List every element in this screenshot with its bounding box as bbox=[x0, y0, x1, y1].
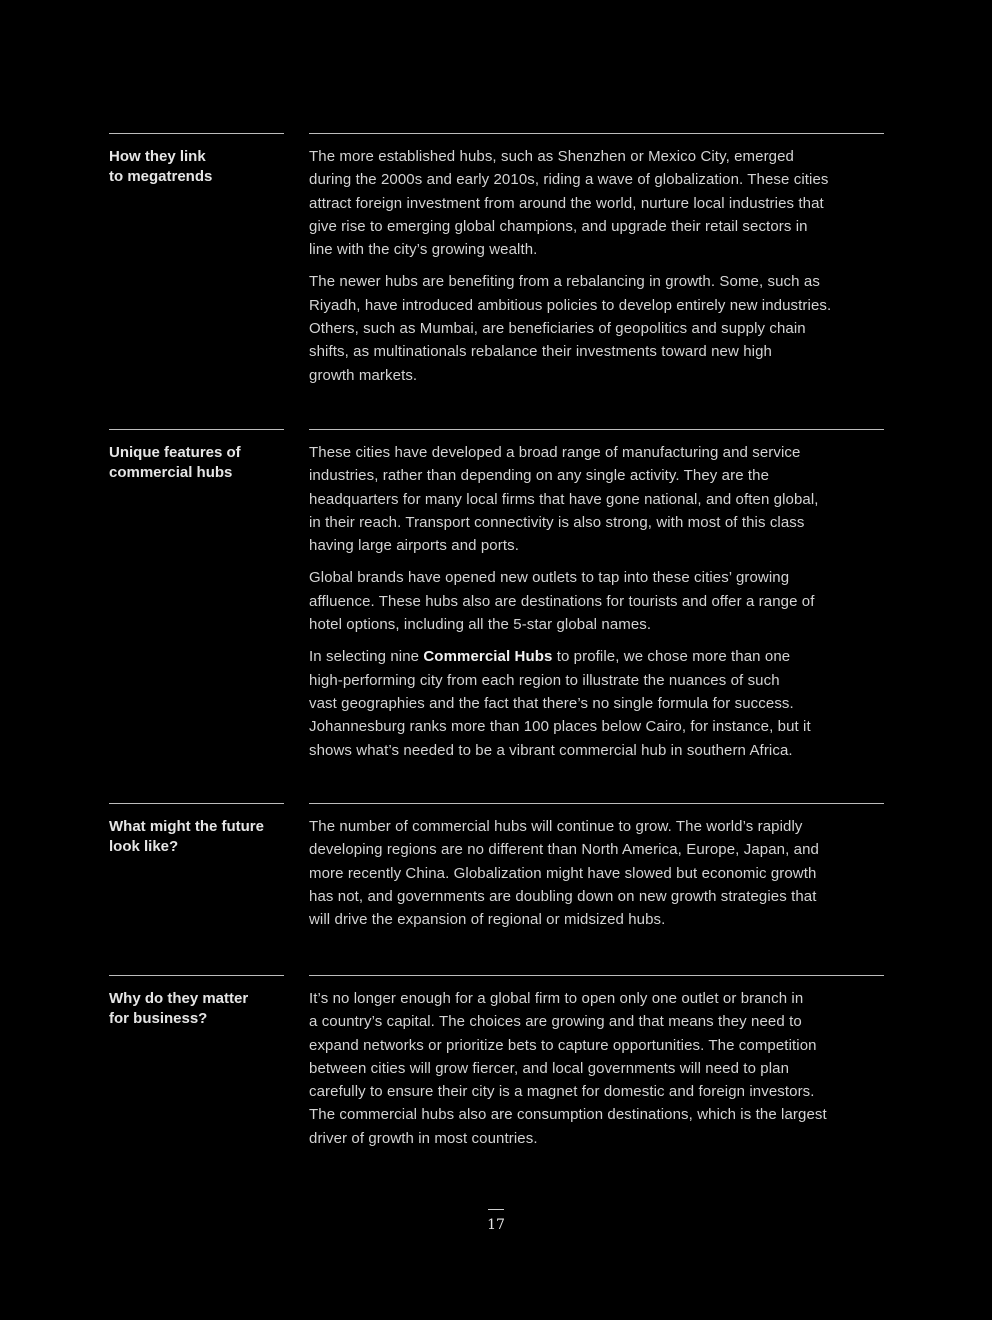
text-line: developing regions are no different than North America, Europe, Japan, and bbox=[309, 841, 819, 859]
text-line: more recently China. Globalization might have slowed but economic growth bbox=[309, 864, 817, 882]
section-body bbox=[309, 987, 887, 1159]
text-line: Johannesburg ranks more than 100 places below Cairo, for instance, but it bbox=[309, 718, 811, 736]
text-line: The number of commercial hubs will continue to grow. The world’s rapidly bbox=[309, 818, 803, 835]
text-line: expand networks or prioritize bets to capture opportunities. The competition bbox=[309, 1036, 817, 1054]
section-body bbox=[309, 441, 887, 771]
heading-line: to megatrends bbox=[109, 168, 213, 185]
text-line: line with the city’s growing wealth. bbox=[309, 241, 538, 259]
text-line: has not, and governments are doubling down on new growth strategies that bbox=[309, 887, 817, 905]
text-line: Riyadh, have introduced ambitious policies to develop entirely new industries. bbox=[309, 296, 832, 314]
section-divider-right bbox=[309, 429, 884, 430]
text-line: during the 2000s and early 2010s, riding a wave of globalization. These cities bbox=[309, 171, 829, 189]
section-heading bbox=[109, 989, 289, 1029]
text-line: Others, such as Mumbai, are beneficiaries of geopolitics and supply chain bbox=[309, 320, 806, 338]
text-line: high-performing city from each region to illustrate the nuances of such bbox=[309, 671, 780, 689]
paragraph bbox=[309, 145, 887, 261]
text-line: driver of growth in most countries. bbox=[309, 1129, 538, 1147]
section-heading bbox=[109, 443, 289, 483]
text-line: These cities have developed a broad range of manufacturing and service bbox=[309, 444, 801, 461]
section-divider-left bbox=[109, 975, 284, 976]
text-line: a country’s capital. The choices are growing and that means they need to bbox=[309, 1013, 802, 1031]
text-fragment: In selecting nine bbox=[309, 648, 424, 666]
heading-line: How they link bbox=[109, 148, 206, 165]
text-line: in their reach. Transport connectivity is also strong, with most of this class bbox=[309, 513, 805, 531]
text-line: give rise to emerging global champions, and upgrade their retail sectors in bbox=[309, 217, 808, 235]
text-line: will drive the expansion of regional or midsized hubs. bbox=[309, 911, 666, 929]
section-divider-right bbox=[309, 133, 884, 134]
text-line: affluence. These hubs also are destinations for tourists and offer a range of bbox=[309, 592, 815, 610]
text-line: The commercial hubs also are consumption destinations, which is the largest bbox=[309, 1106, 827, 1124]
text-line: headquarters for many local firms that have gone national, and often global, bbox=[309, 490, 819, 508]
section-divider-left bbox=[109, 429, 284, 430]
text-line: hotel options, including all the 5-star global names. bbox=[309, 616, 652, 634]
footer-rule bbox=[488, 1209, 504, 1210]
text-line: Global brands have opened new outlets to tap into these cities’ growing bbox=[309, 569, 790, 587]
section-body bbox=[309, 815, 887, 940]
text-fragment: to profile, we chose more than one bbox=[552, 648, 791, 666]
text-line: shifts, as multinationals rebalance their investments toward new high bbox=[309, 343, 772, 361]
section-heading bbox=[109, 817, 289, 857]
text-line: vast geographies and the fact that there’s no single formula for success. bbox=[309, 694, 794, 712]
heading-line: for business? bbox=[109, 1010, 208, 1027]
section-divider-left bbox=[109, 133, 284, 134]
page-number: 17 bbox=[487, 1217, 505, 1233]
section-divider-right bbox=[309, 803, 884, 804]
paragraph bbox=[309, 645, 887, 761]
text-line: It’s no longer enough for a global firm to open only one outlet or branch in bbox=[309, 990, 804, 1007]
text-line: industries, rather than depending on any single activity. They are the bbox=[309, 467, 770, 485]
text-line: The more established hubs, such as Shenzhen or Mexico City, emerged bbox=[309, 148, 795, 165]
paragraph bbox=[309, 566, 887, 636]
paragraph bbox=[309, 815, 887, 931]
section-divider-left bbox=[109, 803, 284, 804]
text-line: shows what’s needed to be a vibrant commercial hub in southern Africa. bbox=[309, 741, 793, 759]
text-line: growth markets. bbox=[309, 366, 418, 384]
heading-line: What might the future bbox=[109, 818, 264, 835]
text-line: attract foreign investment from around the world, nurture local industries that bbox=[309, 194, 824, 212]
paragraph bbox=[309, 987, 887, 1150]
paragraph bbox=[309, 441, 887, 557]
heading-line: look like? bbox=[109, 838, 179, 855]
commercial-hubs-emphasis: Commercial Hubs bbox=[423, 648, 553, 666]
heading-line: commercial hubs bbox=[109, 464, 233, 481]
paragraph bbox=[309, 270, 887, 386]
section-body bbox=[309, 145, 887, 396]
section-heading bbox=[109, 147, 289, 187]
text-line: The newer hubs are benefiting from a rebalancing in growth. Some, such as bbox=[309, 273, 820, 291]
section-divider-right bbox=[309, 975, 884, 976]
heading-line: Unique features of bbox=[109, 444, 241, 461]
text-line: carefully to ensure their city is a magnet for domestic and foreign investors. bbox=[309, 1083, 815, 1101]
heading-line: Why do they matter bbox=[109, 990, 249, 1007]
text-line: having large airports and ports. bbox=[309, 537, 519, 555]
text-line bbox=[309, 645, 887, 668]
text-line: between cities will grow fiercer, and local governments will need to plan bbox=[309, 1059, 790, 1077]
page-footer bbox=[0, 1209, 992, 1234]
